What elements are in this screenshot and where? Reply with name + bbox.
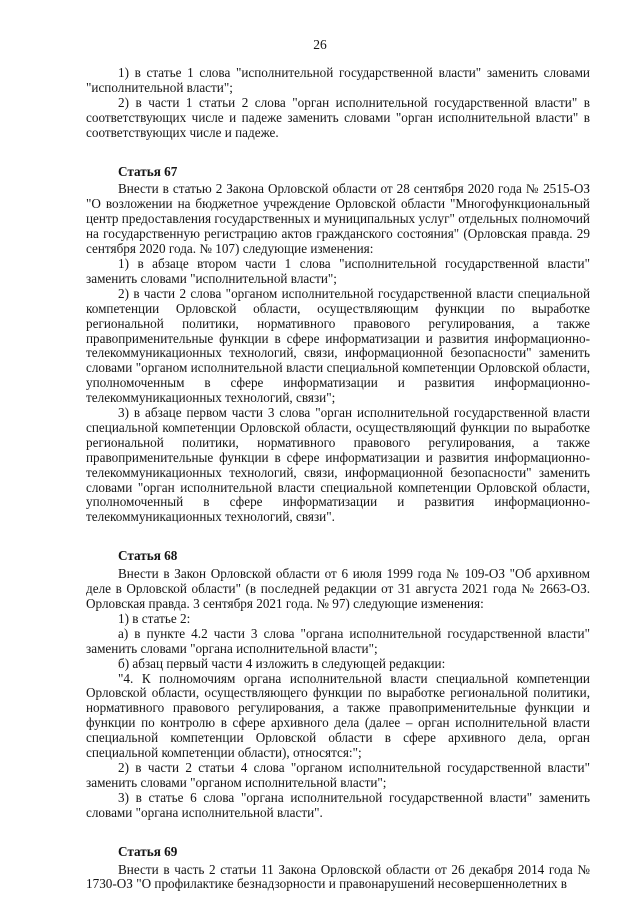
article-68-paragraph-7: 3) в статье 6 слова "органа исполнительной государственной власти" заменить словами "органа исполнительной власти".	[86, 789, 590, 820]
article-69-paragraph-1: Внести в часть 2 статьи 11 Закона Орловской области от 26 декабря 2014 года № 1730-ОЗ "О профилактике безнадзорности и правонарушений несовершеннолетних в	[86, 861, 590, 892]
article-68-paragraph-2: 1) в статье 2:	[118, 610, 191, 626]
article-67-paragraph-2: 1) в абзаце втором части 1 слова "исполнительной государственной власти" заменить словами "исполнительной власти";	[86, 255, 590, 286]
article-68-title: Статья 68	[118, 548, 178, 564]
article-68-paragraph-6: 2) в части 2 статьи 4 слова "органом исполнительной государственной власти" заменить словами "органом исполнительной власти";	[86, 759, 590, 790]
article-67-paragraph-3: 2) в части 2 слова "органом исполнительной государственной власти специальной компетенции Орловской области, осуществляющим функции по выработке региональной политики, нормативного правового регулирования, а также правоприменительные функции в сфере информатизации и развития информационно-телекоммуникационных технологий, связи, информационной безопасности" заменить словами "органом исполнительной власти специальной компетенции Орловской области, уполномоченным в сфере информатизации и развития информационно-телекоммуникационных технологий, связи";	[86, 285, 590, 406]
article-67-title: Статья 67	[118, 163, 178, 179]
intro-paragraph-2: 2) в части 1 статьи 2 слова "орган исполнительной государственной власти" в соответствующих числе и падеже заменить словами "орган исполнительной власти" в соответствующих числе и падеже.	[86, 94, 590, 140]
page-number: 26	[313, 37, 327, 52]
article-67-paragraph-1: Внести в статью 2 Закона Орловской области от 28 сентября 2020 года № 2515-ОЗ "О возложении на бюджетное учреждение Орловской области "Многофункциональный центр предоставления государственных и муниципальных услуг" отдельных полномочий на государственную регистрацию актов гражданского состояния" (Орловская правда. 29 сентября 2020 года. № 107) следующие изменения:	[86, 181, 590, 257]
article-67-paragraph-4: 3) в абзаце первом части 3 слова "орган исполнительной государственной власти специальной компетенции Орловской области, осуществляющий функции по выработке региональной политики, нормативного правового регулирования, а также правоприменительные функции в сфере информатизации и развития информационно-телекоммуникационных технологий, связи, информационной безопасности" заменить словами "орган исполнительной власти специальной компетенции Орловской области, уполномоченный в сфере информатизации и развития информационно-телекоммуникационных технологий, связи".	[86, 405, 590, 525]
article-68-paragraph-1: Внести в Закон Орловской области от 6 июля 1999 года № 109-ОЗ "Об архивном деле в Орловской области" (в последней редакции от 31 августа 2021 года № 2663-ОЗ. Орловская правда. 3 сентября 2021 года. № 97) следующие изменения:	[86, 566, 590, 611]
article-68-paragraph-5: "4. К полномочиям органа исполнительной власти специальной компетенции Орловской области, осуществляющего функции по выработке региональной политики, нормативного правового регулирования, а также правоприменительные функции и функции по контролю в сфере архивного дела (далее – орган исполнительной власти специальной компетенции Орловской области в сфере архивного дела, орган специальной компетенции области), относятся:";	[86, 670, 590, 761]
article-69-title: Статья 69	[118, 843, 178, 859]
article-68-paragraph-3: а) в пункте 4.2 части 3 слова "органа исполнительной государственной власти" заменить словами "органа исполнительной власти";	[86, 625, 590, 656]
document-body	[86, 66, 590, 892]
intro-paragraph-1: 1) в статье 1 слова "исполнительной государственной власти" заменить словами "исполнительной власти";	[86, 65, 590, 95]
article-68-paragraph-4: б) абзац первый части 4 изложить в следующей редакции:	[118, 655, 446, 671]
